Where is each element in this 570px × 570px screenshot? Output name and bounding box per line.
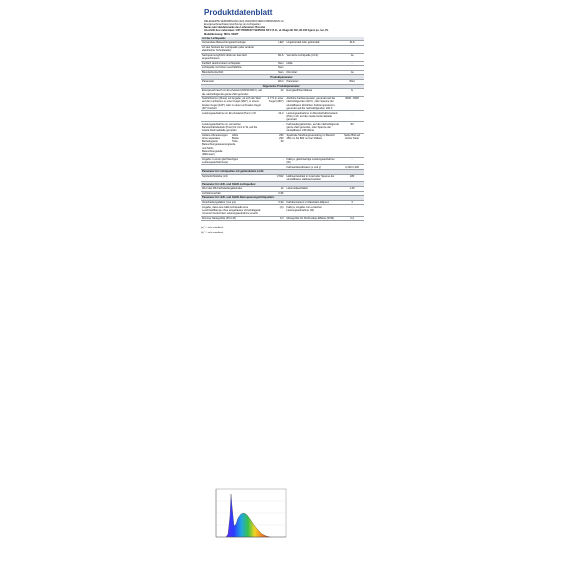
footnotes <box>201 227 364 235</box>
table-row: Verschiebungsfaktor (cos φ1) 0,90 Farbkonsistenz in MacAdam-Ellipsen 3 <box>201 201 364 206</box>
table-row: Netzspannung/Nicht direkt an das Netz angeschlossen: MLS Vernetzte Lichtquelle (CLS): Ja <box>201 54 364 62</box>
section-header: Produktparameter <box>201 75 364 80</box>
table-row: Spitzenlichtstärke (cd) 3 602 Halbwertswinkel in Grad oder Spanne der einstellbaren Halbwertswinkel 180 <box>201 175 364 183</box>
table-row: Leistungsaufnahme im vernetzten Bereitschaftsbetrieb (Pnet) für CLS in W, auf die zweite Dezimalstelle gerundet - Farbwiedergabeindex, auf die nächstfolgende ganze Zahl gerundet, oder Spanne der einstellbaren CRI-Werte 80 <box>201 122 364 133</box>
table-row: Lichtstromerhalt 0,96 <box>201 192 364 197</box>
intro-line: Energieverbrauchskennzeichnung von Lichtquellen <box>204 23 261 27</box>
model-identifier: Modellkennung: SKCL 5002T <box>204 32 239 36</box>
spectrum-chart <box>210 486 290 544</box>
datasheet <box>201 8 364 237</box>
table-row: Blendschutzschild: Nein Dimmbar: Ja <box>201 71 364 76</box>
table-row: Lichtquelle mit hoher Leuchtdichte: Nein <box>201 66 364 71</box>
table-row: Nutzlichtstrom (Φuse) mit Angabe, ob sich der Wert auf den Lichtstrom in einer Kugel (360°), in einem breiten Kegel (120°) oder in einem schmalen Kegel (90°) bezieht 2 771 in einer Kugel (360°) Ähnliche Farbtemperatur, gerundet auf die nächstfolgenden 100 K, oder Spanne der einstellbaren ähnlichen Farbtemperaturen, gerundet auf die nächstfolgenden 100 K 3000...6500 <box>201 97 364 111</box>
table-row: Verwendete Beleuchtungstechnologie: LED Ungebündelt oder gebündelt: ZLS <box>201 41 364 46</box>
supplier-address: Anschrift des Lieferanten: CST PRODUCT SERVICE SP Z O.O., ul. Długa 30 102, 95-100 Zgierz po- lsn, PL <box>204 29 329 33</box>
section-header: Allgemeine Produktparameter: <box>201 85 364 90</box>
table-row: Farblich abstimmbare Lichtquelle: Nein Hülle: - <box>201 62 364 67</box>
intro-regulation <box>204 20 364 36</box>
supplier-name: Name oder Handelsmarke des Lieferanten: Bioszha <box>204 26 265 30</box>
footnote: (b) "-": nicht zutreffend; <box>201 231 224 234</box>
table-row: Wert des R9-Farbwiedergabeindex 12 Lebensdauerfaktor 1,00 <box>201 187 364 192</box>
table-row: Art des Sockels der Lichtquelle (oder anderer elektrischer Schnittstelle): - <box>201 46 364 54</box>
table-row: Leistungsaufnahme im Ein-Zustand (Pon) in W 24,0 Leistungsaufnahme im Bereitschaftszustand (Psb) in W, auf die zweite Dezimalstelle gerundet - <box>201 111 364 122</box>
table-row: Farbwertkoordinaten (x und y) 0,430 0,400 <box>201 165 364 170</box>
table-header-row: Parameter Wert Parameter Wert <box>201 80 364 85</box>
page-title: Produktdatenblatt <box>204 8 273 17</box>
footnote: (a) "-": nicht zutreffend; <box>201 227 224 230</box>
section-header: Parameter für LED- und OLED-Netzspannungslichtquellen: <box>201 196 364 201</box>
section-header: Parameter für Lichtquellen mit gebündeltem Licht: <box>201 170 364 175</box>
section-header: Parameter für LED- und OLED-Lichtquellen: <box>201 182 364 187</box>
table-row: Angabe zu einer gleichwertigen Leistungsaufnahme(a) - Falls ja, gleichwertige Leistungsaufnahme (W) - <box>201 158 364 166</box>
section-header: Art der Lichtquelle: <box>201 37 364 42</box>
table-row: Energieverbrauch im Ein-Zustand (kWh/1000 h), auf die nächstfolgende ganze Zahl gerundet 24 Energieeffizienzklasse G <box>201 89 364 97</box>
table-row-outer-dimensions: Äußere Abmessungen ohne separates Betriebsgerät, Beleuchtungssteuerungsteile und Nicht-Beleuchtungsteile (Millimeter) Höhe Breite Tiefe 290 290 30 Spektrale Strahlungsverteilung im Bereich 250 nm bis 800 nm bei Volllast Siehe Bild auf letzter Seite <box>201 134 364 158</box>
table-row: Angabe, dass eine LED-Lichtquelle eine Leuchtstofflampe ohne eingebautes Vorschaltgerät mit einer bestimmten Leistungsaufnahme ersetzt -(b) Falls ja, Angabe zum ersetzten Leistungsaufnahme (W) - <box>201 205 364 216</box>
intro-line: DELEGIERTE VERORDNUNG (EU) 2019/2015 DER KOMMISSION zur <box>204 20 284 23</box>
table-row: Flimmer-Messgröße (Pst LM) 0,3 Messgröße für Stroboskop-Effekte (SVM) 0,3 <box>201 217 364 222</box>
